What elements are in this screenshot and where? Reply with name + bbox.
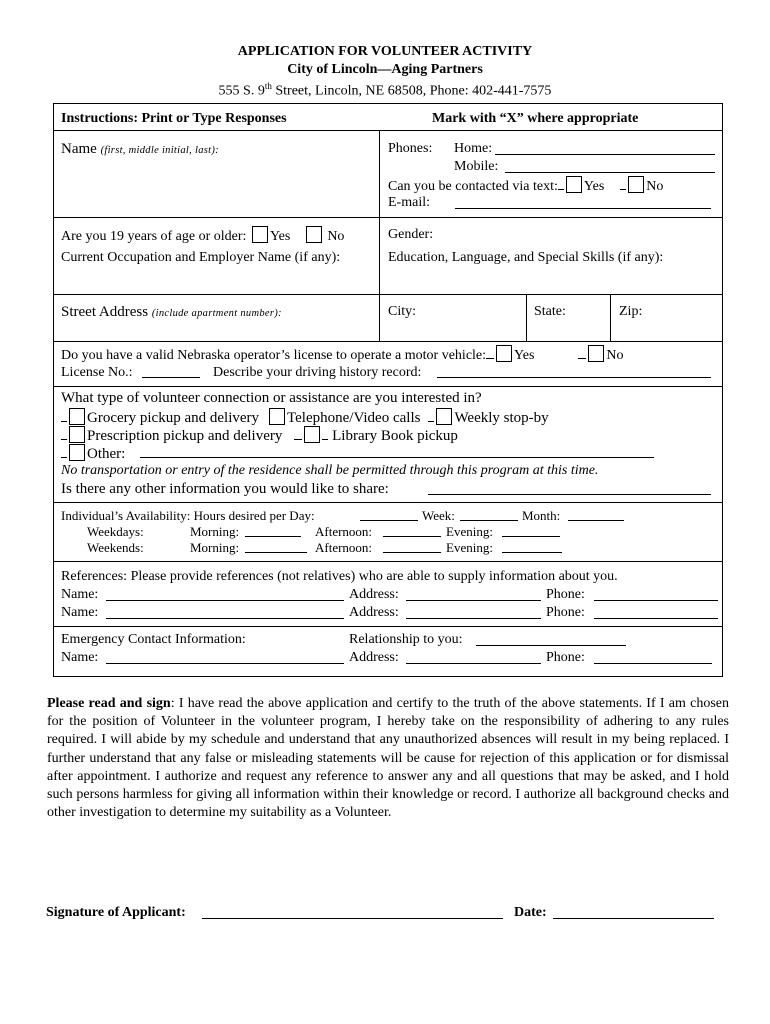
reference-2-phone-label: Phone: bbox=[546, 605, 585, 620]
column-divider bbox=[610, 294, 611, 342]
blank bbox=[61, 427, 67, 440]
street-label: Street Address bbox=[61, 304, 149, 320]
telephone-checkbox[interactable] bbox=[269, 408, 285, 425]
weekday-morning-input[interactable] bbox=[245, 536, 301, 537]
statement-body: : I have read the above application and certify to the truth of the above statements. If I am chosen for the position of Volunteer in the volunteer program, I hereby take on the responsibility of adhering to any rules required. I will abide by my schedule and understand that any unauthorized absences will result in my being replaced. I further understand that any false or misleading statements will be cause for rejection of this application or for dismissal after appointment. I authorize and request any reference to answer any and all questions that may be asked, and I hold such persons harmless for giving all information within their knowledge or record. I authorize all background checks and other investigation to determine my suitability as a Volunteer. bbox=[47, 696, 729, 821]
library-checkbox[interactable] bbox=[304, 426, 320, 443]
organization-name: City of Lincoln—Aging Partners bbox=[287, 62, 483, 77]
address-sup: th bbox=[264, 81, 272, 91]
other-info-label: Is there any other information you would like to share: bbox=[61, 481, 389, 497]
emergency-name-input[interactable] bbox=[106, 663, 344, 664]
name-label: Name bbox=[61, 141, 97, 157]
signature-input[interactable] bbox=[202, 918, 503, 919]
volunteer-type-question: What type of volunteer connection or assistance are you interested in? bbox=[61, 390, 482, 406]
weekday-evening-label: Evening: bbox=[446, 524, 493, 539]
blank bbox=[620, 177, 626, 190]
gender-label: Gender: bbox=[388, 227, 434, 242]
driving-history-input[interactable] bbox=[437, 377, 711, 378]
address-part: Street, Lincoln, NE 68508, Phone: 402-441-7575 bbox=[271, 83, 552, 99]
blank bbox=[428, 409, 434, 422]
reference-2-name-input[interactable] bbox=[106, 618, 344, 619]
no-transport-notice: No transportation or entry of the residence shall be permitted through this program at this time. bbox=[61, 463, 599, 478]
instructions-label: Instructions: Print or Type Responses bbox=[61, 111, 287, 126]
email-input[interactable] bbox=[455, 208, 711, 209]
license-yes-checkbox[interactable] bbox=[496, 345, 512, 362]
reference-2-phone-input[interactable] bbox=[594, 618, 718, 619]
week-label: Week: bbox=[422, 508, 455, 523]
weekday-morning-label: Morning: bbox=[190, 524, 240, 539]
emergency-contact-label: Emergency Contact Information: bbox=[61, 632, 246, 647]
signature-label: Signature of Applicant: bbox=[46, 905, 186, 920]
name-field-label bbox=[61, 140, 219, 160]
reference-1-address-label: Address: bbox=[349, 587, 399, 602]
age-question bbox=[61, 226, 344, 246]
weekday-evening-input[interactable] bbox=[502, 536, 560, 537]
library-option-label: Library Book pickup bbox=[332, 428, 458, 444]
column-divider bbox=[379, 130, 380, 342]
yes-label: Yes bbox=[514, 348, 535, 363]
weekends-label: Weekends: bbox=[87, 540, 144, 555]
other-option-label: Other: bbox=[87, 446, 126, 462]
statement-lead: Please read and sign bbox=[47, 696, 171, 711]
yes-label: Yes bbox=[269, 229, 291, 244]
no-label: No bbox=[606, 348, 624, 363]
text-no-checkbox[interactable] bbox=[628, 176, 644, 193]
prescription-option-label: Prescription pickup and delivery bbox=[87, 428, 283, 444]
age-label: Are you 19 years of age or older: bbox=[61, 229, 247, 244]
weekly-option-label: Weekly stop-by bbox=[454, 410, 549, 426]
other-input[interactable] bbox=[140, 457, 654, 458]
license-no-checkbox[interactable] bbox=[588, 345, 604, 362]
relationship-input[interactable] bbox=[476, 645, 626, 646]
divider bbox=[53, 341, 723, 342]
license-number-input[interactable] bbox=[142, 377, 200, 378]
weekly-stop-checkbox[interactable] bbox=[436, 408, 452, 425]
driving-history-label: Describe your driving history record: bbox=[213, 365, 422, 380]
yes-label: Yes bbox=[583, 179, 605, 194]
weekend-afternoon-input[interactable] bbox=[383, 552, 441, 553]
emergency-address-label: Address: bbox=[349, 650, 399, 665]
grocery-option-label: Grocery pickup and delivery bbox=[87, 410, 260, 426]
divider bbox=[53, 217, 723, 218]
mobile-phone-label: Mobile: bbox=[454, 159, 499, 174]
occupation-label: Current Occupation and Employer Name (if any): bbox=[61, 250, 341, 265]
age-no-checkbox[interactable] bbox=[306, 226, 322, 243]
volunteer-options-row-2 bbox=[61, 426, 458, 445]
address-part: 555 S. 9 bbox=[218, 83, 265, 99]
mark-instructions: Mark with “X” where appropriate bbox=[432, 111, 639, 126]
reference-2-address-label: Address: bbox=[349, 605, 399, 620]
license-number-label: License No.: bbox=[61, 365, 133, 380]
organization-address bbox=[0, 81, 770, 100]
divider bbox=[53, 502, 723, 503]
divider bbox=[53, 386, 723, 387]
grocery-checkbox[interactable] bbox=[69, 408, 85, 425]
text-contact-label: Can you be contacted via text: bbox=[388, 179, 558, 194]
email-label: E-mail: bbox=[388, 195, 430, 210]
no-label: No bbox=[327, 229, 345, 244]
emergency-phone-label: Phone: bbox=[546, 650, 585, 665]
certification-statement bbox=[47, 695, 729, 822]
divider bbox=[53, 626, 723, 627]
blank bbox=[61, 445, 67, 458]
weekdays-label: Weekdays: bbox=[87, 524, 144, 539]
weekday-afternoon-input[interactable] bbox=[383, 536, 441, 537]
weekend-evening-input[interactable] bbox=[502, 552, 562, 553]
divider bbox=[53, 294, 723, 295]
age-yes-checkbox[interactable] bbox=[252, 226, 268, 243]
name-hint: (first, middle initial, last): bbox=[100, 145, 219, 156]
reference-1-name-label: Name: bbox=[61, 587, 99, 602]
date-label: Date: bbox=[514, 905, 547, 920]
city-label: City: bbox=[388, 304, 417, 319]
license-label: Do you have a valid Nebraska operator’s license to operate a motor vehicle: bbox=[61, 348, 487, 363]
volunteer-options-row-1 bbox=[61, 408, 549, 427]
date-input[interactable] bbox=[553, 918, 714, 919]
other-info-input[interactable] bbox=[428, 494, 711, 495]
text-yes-checkbox[interactable] bbox=[566, 176, 582, 193]
divider bbox=[53, 561, 723, 562]
emergency-address-input[interactable] bbox=[406, 663, 541, 664]
availability-label: Individual’s Availability: Hours desired per Day: bbox=[61, 508, 315, 523]
blank bbox=[578, 346, 586, 359]
weekend-morning-label: Morning: bbox=[190, 540, 240, 555]
reference-2-address-input[interactable] bbox=[406, 618, 541, 619]
blank bbox=[486, 346, 494, 359]
reference-1-address-input[interactable] bbox=[406, 600, 541, 601]
volunteer-options-row-3 bbox=[61, 444, 125, 463]
weekday-afternoon-label: Afternoon: bbox=[315, 524, 373, 539]
other-checkbox[interactable] bbox=[69, 444, 85, 461]
home-phone-input[interactable] bbox=[495, 154, 715, 155]
home-phone-label: Home: bbox=[454, 141, 493, 156]
street-hint: (include apartment number): bbox=[151, 308, 282, 319]
emergency-name-label: Name: bbox=[61, 650, 99, 665]
blank bbox=[294, 427, 302, 440]
weekend-afternoon-label: Afternoon: bbox=[315, 540, 373, 555]
name-input[interactable] bbox=[61, 158, 371, 208]
form-title: APPLICATION FOR VOLUNTEER ACTIVITY bbox=[237, 44, 533, 59]
license-question bbox=[61, 345, 624, 365]
education-label: Education, Language, and Special Skills (if any): bbox=[388, 250, 664, 265]
month-label: Month: bbox=[522, 508, 561, 523]
text-contact-question bbox=[388, 176, 663, 196]
reference-1-phone-label: Phone: bbox=[546, 587, 585, 602]
mobile-phone-input[interactable] bbox=[505, 172, 715, 173]
references-instructions: References: Please provide references (not relatives) who are able to supply information about you. bbox=[61, 569, 618, 584]
telephone-option-label: Telephone/Video calls bbox=[287, 410, 421, 426]
hours-per-day-input[interactable] bbox=[360, 520, 418, 521]
relationship-label: Relationship to you: bbox=[349, 632, 463, 647]
prescription-checkbox[interactable] bbox=[69, 426, 85, 443]
reference-2-name-label: Name: bbox=[61, 605, 99, 620]
blank bbox=[558, 177, 564, 190]
divider bbox=[53, 130, 723, 131]
blank bbox=[322, 427, 328, 440]
zip-label: Zip: bbox=[619, 304, 643, 319]
hours-per-week-input[interactable] bbox=[460, 520, 518, 521]
column-divider bbox=[526, 294, 527, 342]
emergency-phone-input[interactable] bbox=[594, 663, 712, 664]
reference-1-phone-input[interactable] bbox=[594, 600, 718, 601]
reference-1-name-input[interactable] bbox=[106, 600, 344, 601]
blank bbox=[61, 409, 67, 422]
street-address-label bbox=[61, 303, 282, 323]
state-label: State: bbox=[534, 304, 566, 319]
weekend-morning-input[interactable] bbox=[245, 552, 307, 553]
hours-per-month-input[interactable] bbox=[568, 520, 624, 521]
phones-label: Phones: bbox=[388, 141, 433, 156]
weekend-evening-label: Evening: bbox=[446, 540, 493, 555]
no-label: No bbox=[646, 179, 664, 194]
